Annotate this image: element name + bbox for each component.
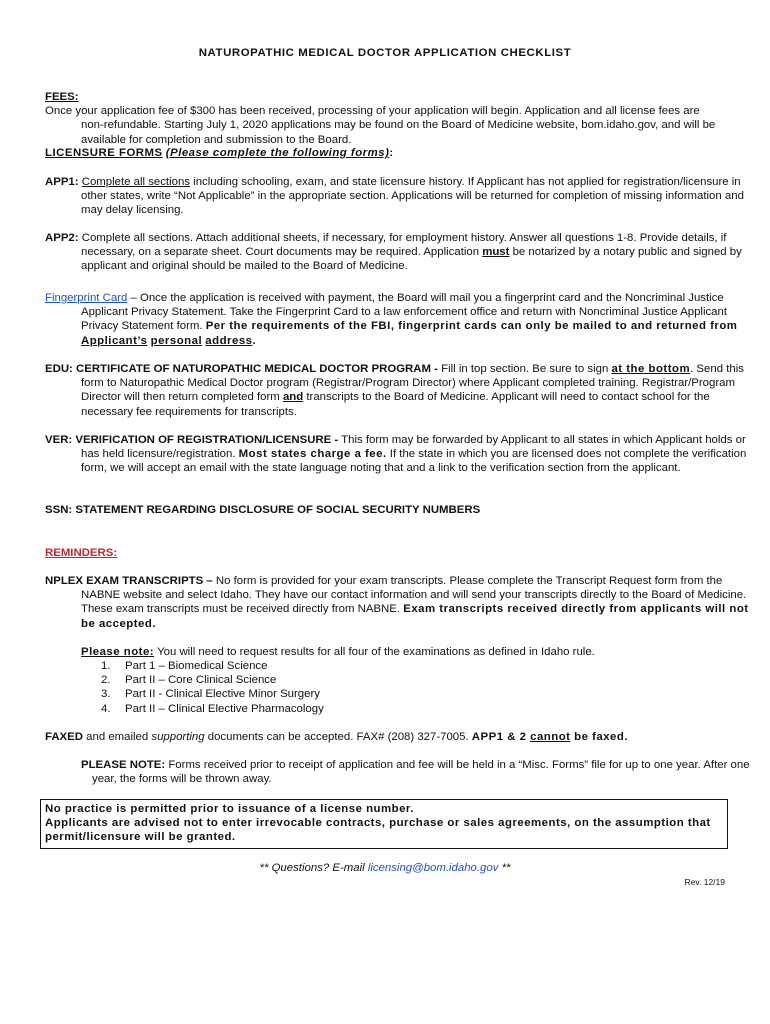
app2-text1: Complete all sections. Attach additional sheets, if necessary, for employment history. Answer all questions 1-8. Provide details, if necessary, on a separate sheet. Court documents may be required. Application: [78, 232, 727, 259]
reminders-heading: [45, 546, 725, 560]
list-item: [45, 659, 725, 673]
please-note-upper-label: PLEASE NOTE:: [81, 759, 166, 771]
nplex-item: [45, 574, 761, 631]
app2-label: APP2:: [45, 232, 79, 244]
ssn-item: [45, 503, 725, 517]
warning-line-1: No practice is permitted prior to issuance of a license number.: [45, 803, 414, 815]
fingerprint-text1: – Once the application is received with payment, the Board will mail you a fingerprint card and the Noncriminal Justice Applicant Privacy Statement. Take the Fingerprint Card to a law enforcement office and return with Noncriminal Justice Applicant Privacy Statement form.: [81, 292, 727, 333]
fingerprint-personal: personal: [150, 334, 203, 347]
fingerprint-applicants: Applicant’s: [81, 334, 148, 347]
ver-text2: If the state in which you are licensed does not complete the verification form, we will accept an email with the state language noting that and a link to the verification section from the applicant.: [81, 448, 747, 475]
faxed-text1: and emailed: [82, 731, 152, 743]
page-title: NATUROPATHIC MEDICAL DOCTOR APPLICATION CHECKLIST: [198, 47, 572, 59]
list-label: Part 1 – Biomedical Science: [125, 660, 268, 672]
faxed-item: [45, 730, 725, 744]
list-item: [45, 687, 725, 701]
list-item: [45, 702, 725, 716]
faxed-cannot: cannot: [530, 731, 571, 743]
licensure-heading: [45, 146, 725, 160]
edu-text2: . Send this form to Naturopathic Medical Doctor program (Registrar/Program Director) where Applicant completed training. Registrar/Program Director will then return completed form: [81, 363, 744, 404]
please-note-label: Please note:: [81, 646, 155, 658]
fees-heading: FEES:: [45, 91, 79, 103]
please-note-section: [45, 645, 725, 659]
licensure-label: LICENSURE FORMS: [45, 147, 163, 159]
nplex-bold: Exam transcripts received directly from applicants will not be accepted.: [81, 603, 749, 630]
questions-suffix: **: [498, 862, 511, 874]
edu-and: and: [282, 391, 304, 404]
nplex-text1: No form is provided for your exam transcripts. Please complete the Transcript Request form from the NABNE website and select Idaho. They have our contact information and will send your transcripts directly to the Board of Medicine. These exam transcripts must be received directly from NABNE.: [81, 575, 747, 616]
please-note-item: [45, 758, 770, 786]
warning-line-2: Applicants are advised not to enter irrevocable contracts, purchase or sales agreements, on the assumption that permit/licensure will be granted.: [45, 817, 711, 844]
questions-line: [45, 861, 725, 875]
please-note-text: You will need to request results for all four of the examinations as defined in Idaho rule.: [154, 646, 595, 658]
edu-text1: Fill in top section. Be sure to sign: [437, 363, 612, 375]
ver-item: [45, 433, 761, 476]
faxed-text2: documents can be accepted. FAX# (208) 327-7005.: [204, 731, 472, 743]
licensure-subheading: (Please complete the following forms): [165, 147, 390, 159]
edu-at-the-bottom: at the bottom: [611, 363, 691, 375]
list-item: [45, 673, 725, 687]
fingerprint-dot: .: [252, 334, 256, 347]
fingerprint-bold: Per the requirements of the FBI, fingerprint cards can only be mailed to and returned from: [205, 320, 738, 333]
email-link[interactable]: licensing@bom.idaho.gov: [367, 862, 499, 874]
fees-section: [45, 90, 725, 147]
list-label: Part II - Clinical Elective Minor Surgery: [125, 688, 320, 701]
app1-underlined: Complete all sections: [81, 176, 190, 188]
ssn-label: SSN: STATEMENT REGARDING DISCLOSURE OF SOCIAL SECURITY NUMBERS: [45, 504, 481, 516]
exam-parts-list: [45, 659, 725, 716]
nplex-label: NPLEX EXAM TRANSCRIPTS –: [45, 575, 213, 587]
list-label: Part II – Clinical Elective Pharmacology: [125, 702, 324, 715]
questions-prefix: ** Questions? E-mail: [259, 862, 368, 874]
licensure-colon: :: [389, 147, 394, 159]
faxed-italic: supporting: [151, 731, 205, 743]
edu-label: EDU: CERTIFICATE OF NATUROPATHIC MEDICAL DOCTOR PROGRAM -: [45, 363, 438, 375]
ver-bold: Most states charge a fee.: [238, 448, 387, 461]
list-number: 3.: [101, 688, 111, 701]
app1-text: including schooling, exam, and state licensure history. If Applicant has not applied for registration/licensure in other states, write “Not Applicable” in the appropriate section. Applications will be returned for completion of missing information and may delay licensing.: [81, 176, 744, 217]
list-label: Part II – Core Clinical Science: [125, 674, 277, 687]
app2-item: [45, 231, 761, 274]
faxed-bold2: be faxed.: [570, 731, 628, 743]
app1-label: APP1:: [45, 176, 79, 188]
app2-text2: be notarized by a notary public and signed by applicant and original should be mailed to the Board of Medicine.: [81, 246, 742, 273]
app1-item: [45, 175, 761, 218]
list-number: 4.: [101, 702, 111, 715]
faxed-bold1: APP1 & 2: [471, 731, 531, 743]
revision-label: Rev. 12/19: [684, 877, 725, 887]
document-page: [45, 0, 750, 1024]
ver-text1: This form may be forwarded by Applicant to all states in which Applicant holds or has held licensure/registration.: [81, 434, 746, 461]
fingerprint-card-link[interactable]: Fingerprint Card: [45, 292, 128, 304]
warning-box: [40, 799, 728, 849]
fees-text: Once your application fee of $300 has been received, processing of your application will begin. Application and all license fees are non-refundable. Starting July 1, 2020 applications may be found on the Board of Medicine website, bom.idaho.gov, and will be available for completion and submission to the Board.: [45, 105, 716, 146]
fingerprint-item: [45, 291, 761, 348]
fingerprint-address: address: [205, 334, 253, 347]
reminders-label: REMINDERS:: [45, 547, 118, 559]
faxed-label: FAXED: [45, 731, 83, 743]
app2-must: must: [482, 246, 510, 259]
ver-label: VER: VERIFICATION OF REGISTRATION/LICENSURE -: [45, 434, 339, 446]
edu-text3: transcripts to the Board of Medicine. Applicant will need to contact school for the necessary fee requirements for transcripts.: [81, 391, 710, 418]
list-number: 2.: [101, 674, 111, 687]
list-number: 1.: [101, 660, 111, 672]
please-note-upper-text: Forms received prior to receipt of application and fee will be held in a “Misc. Forms” file for up to one year. After one year, the forms will be thrown away.: [92, 759, 750, 786]
edu-item: [45, 362, 761, 419]
